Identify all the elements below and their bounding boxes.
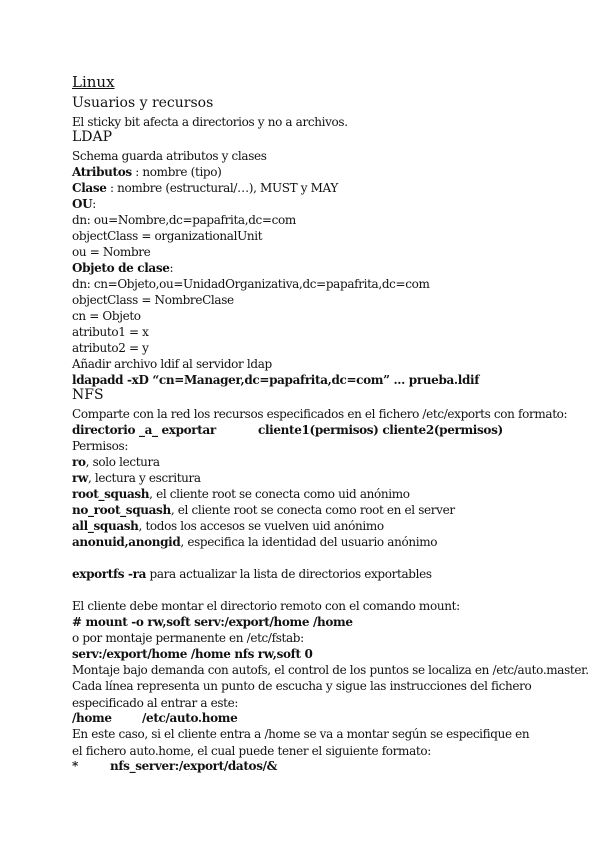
definition: : [169,261,174,275]
paragraph: Cada línea representa un punto de escucha y sigue las instrucciones del fichero especificado al entrar a este: [72,679,532,710]
code-line: cn = Objeto [72,309,141,323]
paragraph: Permisos: [72,439,129,453]
nfs-location: nfs_server:/export/datos/& [110,759,278,773]
paragraph: Montaje bajo demanda con autofs, el control de los puntos se localiza en /etc/auto.master. [72,663,589,677]
exportfs-desc: para actualizar la lista de directorios exportables [146,567,432,581]
permission-term: all_squash [72,519,139,533]
definition: : [92,197,96,211]
paragraph: Añadir archivo ldif al servidor ldap [72,357,272,371]
format-line [72,422,540,439]
paragraph: El cliente debe montar el directorio remoto con el comando mount: [72,599,460,613]
paragraph: Comparte con la red los recursos especificados en el fichero /etc/exports con formato: [72,407,568,421]
permission-term: anonuid,anongid [72,535,181,549]
code-line: objectClass = organizationalUnit [72,229,263,243]
section-heading-nfs: NFS [72,387,104,403]
paragraph: o por montaje permanente en /etc/fstab: [72,631,304,645]
paragraph: En este caso, si el cliente entra a /home se va a montar según se especifique en el fichero auto.home, el cual puede tener el siguiente formato: [72,727,530,758]
definition-line [72,260,540,277]
auto-master-entry [72,710,540,727]
permission-desc: , especifica la identidad del usuario anónimo [180,535,438,549]
permission-desc: , lectura y escritura [87,471,201,485]
exportfs-line [72,566,540,583]
permission-item [72,518,540,535]
auto-home-entry [72,758,540,775]
permission-item [72,470,540,487]
definition: : nombre (estructural/…), MUST y MAY [106,181,338,195]
fstab-entry: serv:/export/home /home nfs rw,soft 0 [72,647,313,661]
format-directory: directorio _a_ exportar [72,423,216,437]
permission-term: ro [72,455,86,469]
key-wildcard: * [72,759,78,773]
permission-term: rw [72,471,88,485]
permission-item [72,534,540,551]
code-line: dn: ou=Nombre,dc=papafrita,dc=com [72,213,296,227]
section-heading-usuarios: Usuarios y recursos [72,95,214,111]
format-clients: cliente1(permisos) cliente2(permisos) [258,423,503,437]
term: Clase [72,181,107,195]
term: Atributos [72,165,132,179]
permission-term: root_squash [72,487,150,501]
permission-term: no_root_squash [72,503,171,517]
exportfs-command: exportfs -ra [72,567,147,581]
permission-item [72,486,540,503]
term: OU [72,197,93,211]
command-line [72,646,540,663]
definition-line [72,164,540,181]
mount-point: /home [72,711,112,725]
code-line: dn: cn=Objeto,ou=UnidadOrganizativa,dc=papafrita,dc=com [72,277,430,291]
definition-line [72,196,540,213]
code-line: objectClass = NombreClase [72,293,234,307]
section-heading-ldap: LDAP [72,129,113,145]
mount-command: # mount -o rw,soft serv:/export/home /home [72,615,353,629]
term: Objeto de clase [72,261,170,275]
definition: : nombre (tipo) [131,165,222,179]
command-line [72,614,540,631]
permission-item [72,502,540,519]
map-file: /etc/auto.home [142,711,238,725]
permission-desc: , el cliente root se conecta como uid anónimo [149,487,410,501]
paragraph: El sticky bit afecta a directorios y no a archivos. [72,115,348,129]
definition-line [72,180,540,197]
permission-desc: , todos los accesos se vuelven uid anónimo [138,519,384,533]
permission-item [72,454,540,471]
code-line: atributo2 = y [72,341,149,355]
paragraph: Schema guarda atributos y clases [72,149,267,163]
doc-title: Linux [72,73,115,91]
ldapadd-command: ldapadd -xD “cn=Manager,dc=papafrita,dc=com” ... prueba.ldif [72,373,480,387]
permission-desc: , solo lectura [85,455,160,469]
code-line: atributo1 = x [72,325,149,339]
permission-desc: , el cliente root se conecta como root en el server [170,503,455,517]
code-line: ou = Nombre [72,245,151,259]
